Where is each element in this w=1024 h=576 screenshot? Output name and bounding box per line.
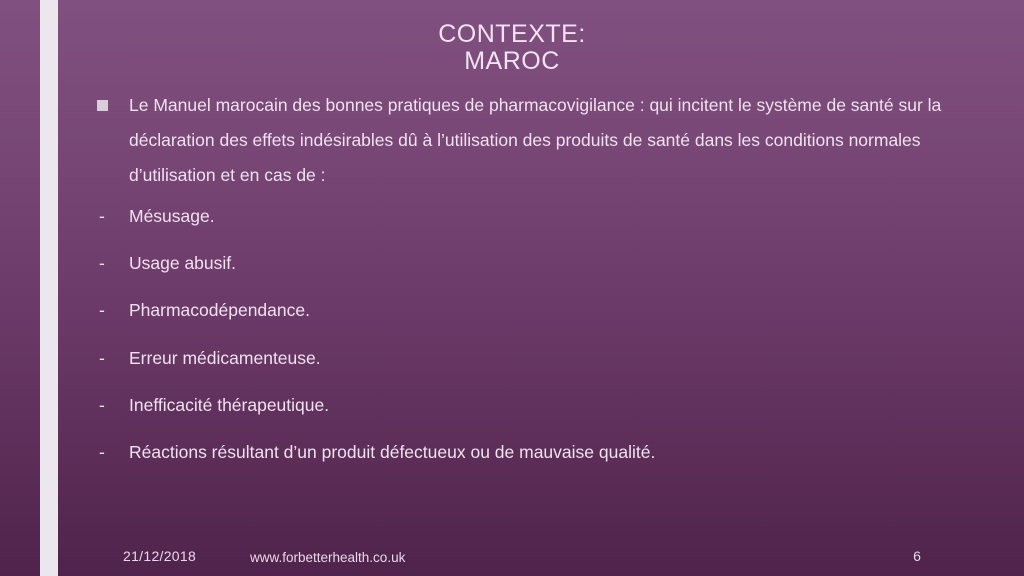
left-accent-strip xyxy=(40,0,58,576)
list-item xyxy=(99,207,655,226)
list-item xyxy=(99,349,655,368)
square-bullet-icon xyxy=(97,100,108,111)
footer-website: www.forbetterhealth.co.uk xyxy=(250,550,406,565)
list-item-text: Erreur médicamenteuse. xyxy=(129,347,321,368)
list-item xyxy=(99,301,655,320)
title-line-1: CONTEXTE: xyxy=(438,20,586,48)
list-item xyxy=(99,254,655,273)
list-item-text: Usage abusif. xyxy=(129,253,237,274)
list-item xyxy=(99,396,655,415)
bullet-paragraph xyxy=(97,88,987,193)
bullet-paragraph-text: Le Manuel marocain des bonnes pratiques de pharmacovigilance : qui incitent le système de santé sur la déclaration des effets indésirables dû à l’utilisation des produits de santé dans les conditions normales d’utilisation et en cas de : xyxy=(129,95,942,185)
list-item-text: Pharmacodépendance. xyxy=(129,300,310,321)
slide-title xyxy=(0,21,1024,75)
dash-marker: - xyxy=(99,394,105,415)
list-item xyxy=(99,443,655,462)
dash-marker: - xyxy=(99,347,105,368)
list-item-text: Réactions résultant d’un produit défectueux ou de mauvaise qualité. xyxy=(129,441,656,462)
footer-page-number: 6 xyxy=(913,548,921,564)
dash-marker: - xyxy=(99,253,105,274)
list-item-text: Mésusage. xyxy=(129,206,215,226)
dash-marker: - xyxy=(99,441,105,462)
dash-marker: - xyxy=(99,300,105,321)
title-line-2: MAROC xyxy=(464,47,560,75)
footer-date: 21/12/2018 xyxy=(123,548,197,564)
dash-marker: - xyxy=(99,206,105,226)
list-item-text: Inefficacité thérapeutique. xyxy=(129,394,330,415)
dash-list xyxy=(99,207,655,490)
